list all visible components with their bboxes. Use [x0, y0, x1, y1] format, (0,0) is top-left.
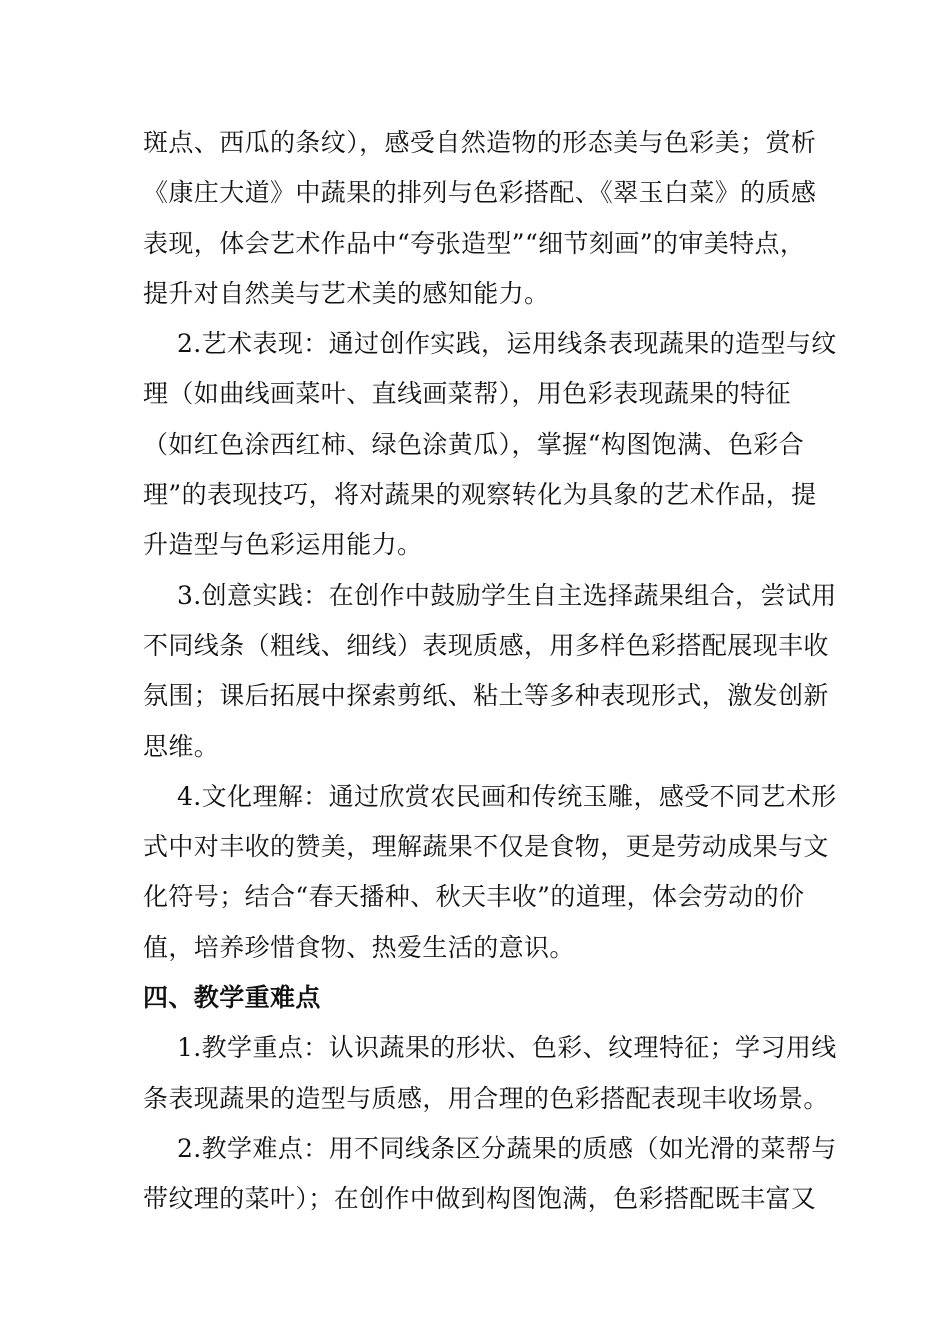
text-line: 化符号；结合“春天播种、秋天丰收”的道理，体会劳动的价 [143, 882, 805, 912]
text-line: 理”的表现技巧，将对蔬果的观察转化为具象的艺术作品，提 [143, 480, 817, 510]
paragraph-start-line: 2.教学难点：用不同线条区分蔬果的质感（如光滑的菜帮与 [177, 1133, 837, 1163]
text-line: 不同线条（粗线、细线）表现质感，用多样色彩搭配展现丰收 [143, 630, 829, 660]
section-heading: 四、教学重难点 [143, 983, 321, 1013]
text-line: 思维。 [143, 731, 220, 761]
text-line: 氛围；课后拓展中探索剪纸、粘土等多种表现形式，激发创新 [143, 681, 829, 711]
paragraph-start-line: 4.文化理解：通过欣赏农民画和传统玉雕，感受不同艺术形 [177, 781, 837, 811]
text-line: 《康庄大道》中蔬果的排列与色彩搭配、《翠玉白菜》的质感 [143, 178, 817, 208]
text-line: （如红色涂西红柿、绿色涂黄瓜），掌握“构图饱满、色彩合 [143, 429, 805, 459]
text-line: 式中对丰收的赞美，理解蔬果不仅是食物，更是劳动成果与文 [143, 832, 829, 862]
text-line: 条表现蔬果的造型与质感，用合理的色彩搭配表现丰收场景。 [143, 1083, 829, 1113]
text-line: 带纹理的菜叶）；在创作中做到构图饱满，色彩搭配既丰富又 [143, 1184, 817, 1214]
paragraph-start-line: 2.艺术表现：通过创作实践，运用线条表现蔬果的造型与纹 [177, 329, 837, 359]
text-line: 升造型与色彩运用能力。 [143, 530, 423, 560]
paragraph-start-line: 1.教学重点：认识蔬果的形状、色彩、纹理特征；学习用线 [177, 1033, 837, 1063]
text-line: 值，培养珍惜食物、热爱生活的意识。 [143, 932, 575, 962]
text-line: 斑点、西瓜的条纹），感受自然造物的形态美与色彩美；赏析 [143, 128, 817, 157]
document-body [143, 118, 837, 1225]
text-line: 理（如曲线画菜叶、直线画菜帮），用色彩表现蔬果的特征 [143, 379, 791, 409]
text-line: 提升对自然美与艺术美的感知能力。 [143, 278, 550, 308]
text-line: 表现，体会艺术作品中“夸张造型”“细节刻画”的审美特点， [143, 228, 806, 258]
paragraph-start-line: 3.创意实践：在创作中鼓励学生自主选择蔬果组合，尝试用 [177, 580, 837, 610]
